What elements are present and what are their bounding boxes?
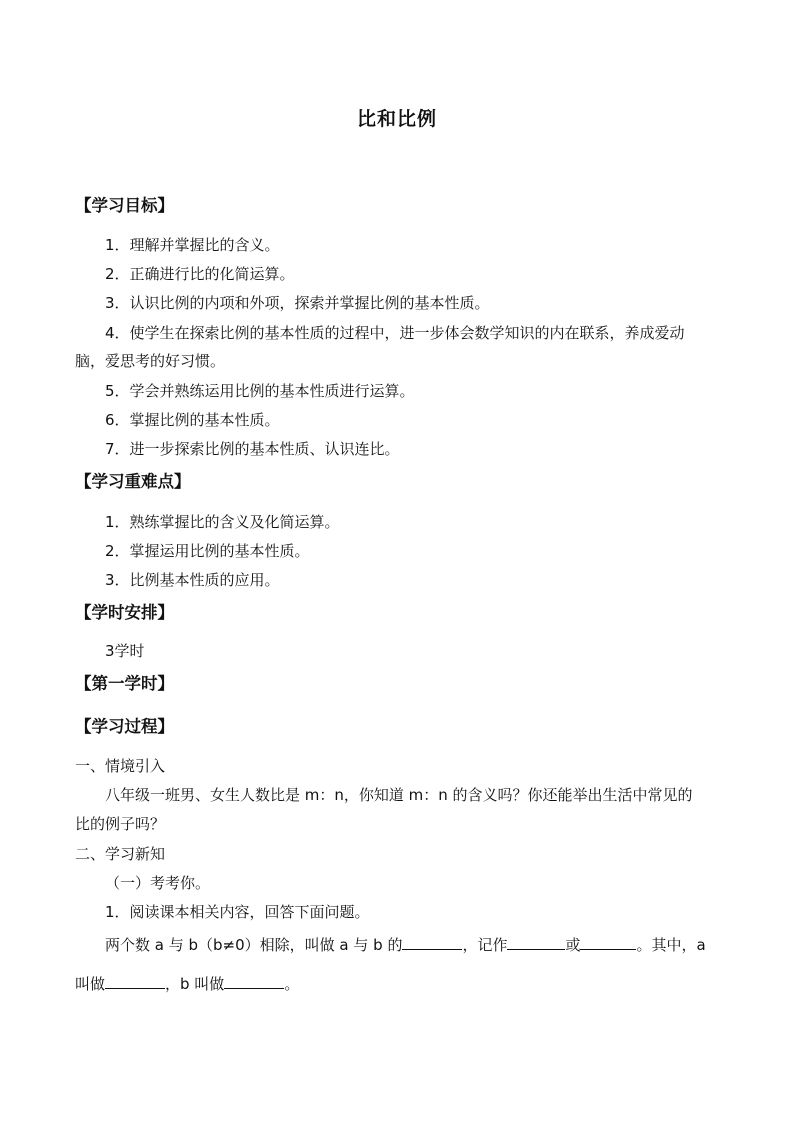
section-heading-key-points: 【学习重难点】	[75, 472, 191, 491]
goal-item: 4．使学生在探索比例的基本性质的过程中，进一步体会数学知识的内在联系，养成爱动	[105, 324, 685, 342]
answer-blank[interactable]	[507, 933, 565, 950]
section-heading-goals: 【学习目标】	[75, 196, 174, 215]
fill-in-line	[75, 972, 299, 994]
fill-text: 叫做	[75, 975, 106, 993]
question-text: 1．阅读课本相关内容，回答下面问题。	[105, 903, 370, 921]
answer-blank[interactable]	[224, 972, 284, 989]
fill-text: 。	[284, 975, 300, 993]
goal-item: 7．进一步探索比例的基本性质、认识连比。	[105, 440, 400, 458]
fill-text: ，记作	[462, 936, 508, 954]
fill-text: 两个数 a 与 b（b≠0）相除，叫做 a 与 b 的	[105, 936, 403, 954]
fill-text: 。其中，a	[636, 936, 706, 954]
fill-in-line	[105, 933, 706, 955]
section-heading-first-period: 【第一学时】	[75, 674, 174, 693]
section-heading-process: 【学习过程】	[75, 717, 174, 736]
answer-blank[interactable]	[580, 933, 636, 950]
goal-item: 2．正确进行比的化简运算。	[105, 265, 295, 283]
goal-item: 3．认识比例的内项和外项，探索并掌握比例的基本性质。	[105, 294, 490, 312]
goal-item: 5．学会并熟练运用比例的基本性质进行运算。	[105, 382, 415, 400]
schedule-text: 3学时	[105, 642, 145, 660]
key-point-item: 1．熟练掌握比的含义及化简运算。	[105, 513, 340, 531]
goal-item-continued: 脑，爱思考的好习惯。	[75, 352, 226, 370]
answer-blank[interactable]	[105, 972, 165, 989]
document-title: 比和比例	[356, 108, 437, 130]
key-point-item: 3．比例基本性质的应用。	[105, 571, 280, 589]
goal-item: 1．理解并掌握比的含义。	[105, 236, 280, 254]
section-heading-schedule: 【学时安排】	[75, 603, 174, 622]
fill-text: 或	[565, 936, 581, 954]
paragraph-line: 比的例子吗？	[75, 815, 166, 833]
part-title: 一、情境引入	[75, 757, 166, 775]
subsection-title: （一）考考你。	[105, 874, 211, 892]
fill-text: ，b 叫做	[165, 975, 225, 993]
answer-blank[interactable]	[402, 933, 462, 950]
paragraph-line: 八年级一班男、女生人数比是 m：n，你知道 m：n 的含义吗？你还能举出生活中常见的	[105, 786, 693, 804]
key-point-item: 2．掌握运用比例的基本性质。	[105, 542, 310, 560]
goal-item: 6．掌握比例的基本性质。	[105, 411, 280, 429]
part-title: 二、学习新知	[75, 845, 166, 863]
